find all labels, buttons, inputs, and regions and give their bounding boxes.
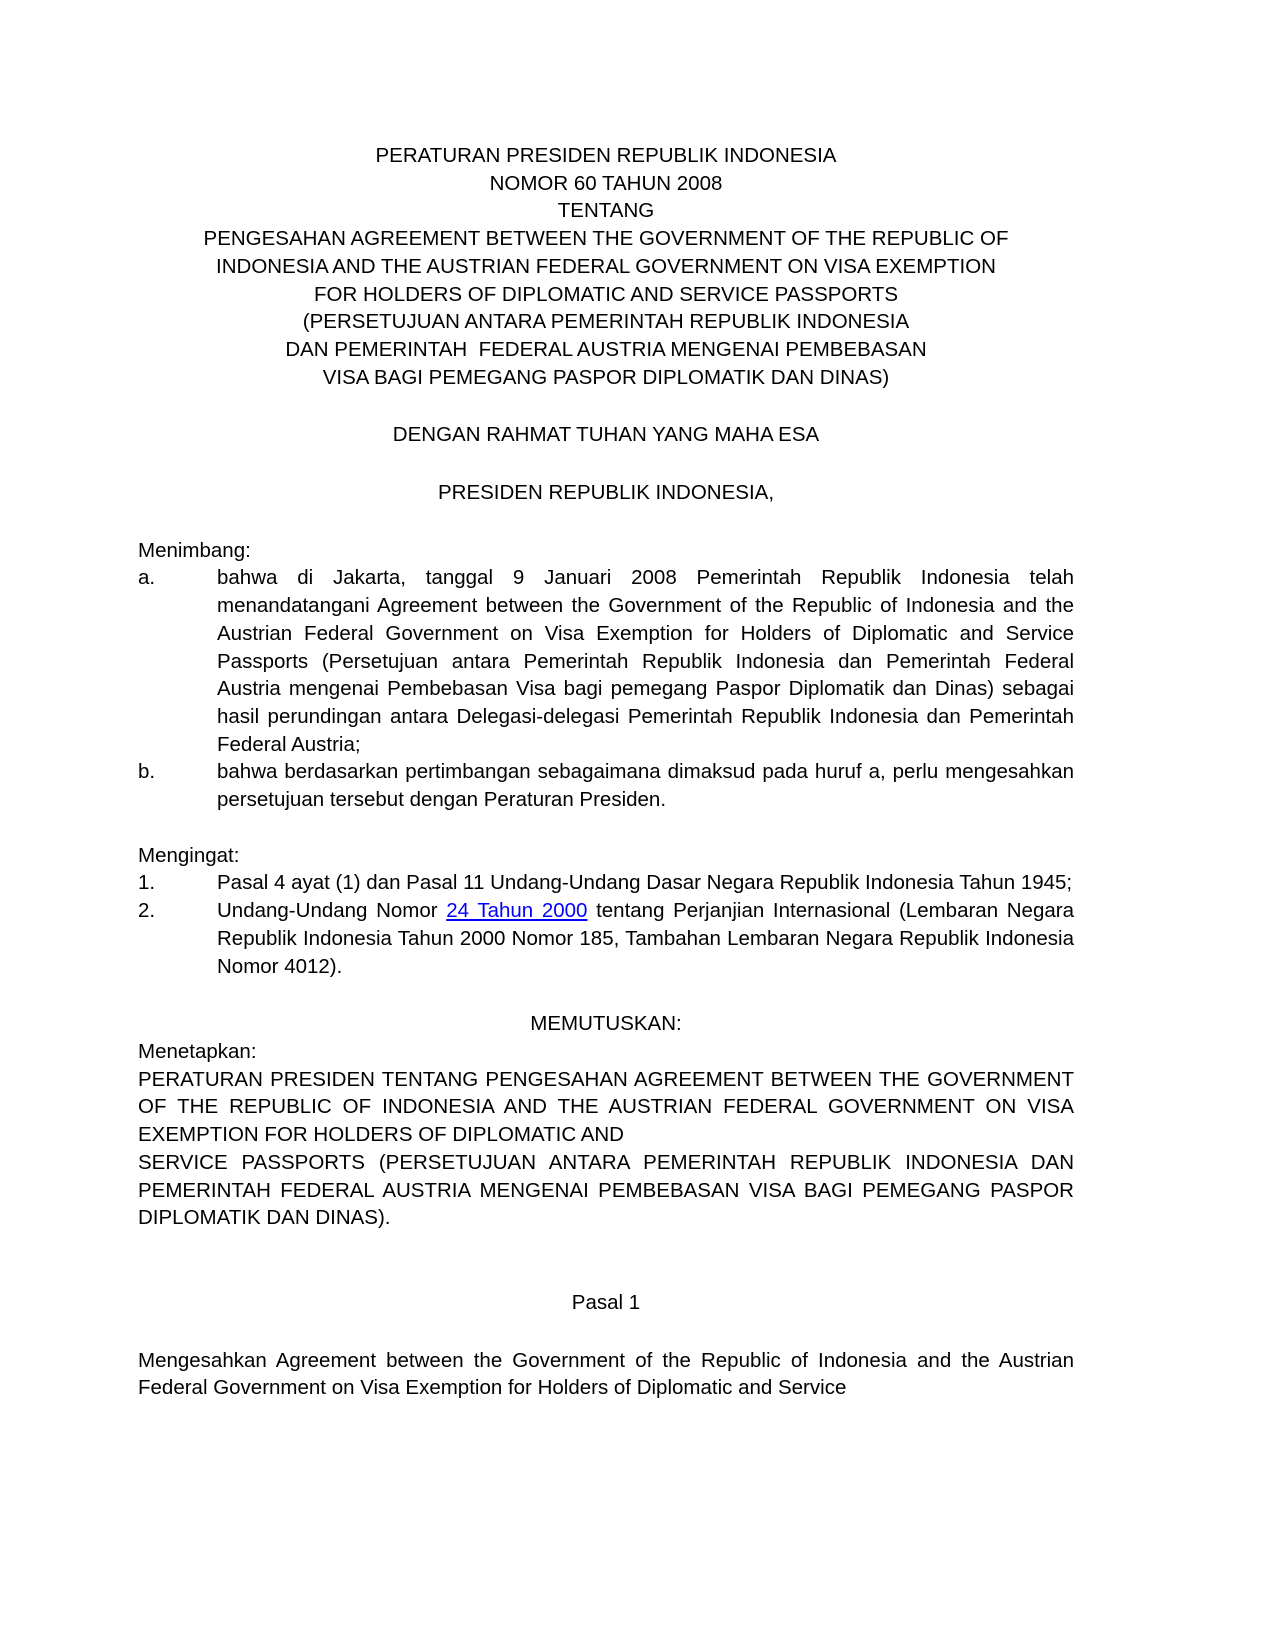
- title-line-2: NOMOR 60 TAHUN 2008: [489, 171, 723, 195]
- mengingat-item-1: [138, 869, 1074, 897]
- spacer: [138, 1232, 1074, 1262]
- title-line-7: (PERSETUJUAN ANTARA PEMERINTAH REPUBLIK INDONESIA: [302, 310, 910, 334]
- list-text: Pasal 4 ayat (1) dan Pasal 11 Undang-Undang Dasar Negara Republik Indonesia Tahun 1945;: [217, 871, 1073, 895]
- menimbang-heading: Menimbang:: [138, 538, 251, 562]
- menetapkan-label: Menetapkan:: [138, 1039, 257, 1063]
- text-after-link: tentang Perjanjian Internasional (Lembaran Negara Republik Indonesia Tahun 2000 Nomor 185, Tambahan Lembaran Negara Republik Indonesia Nomor 4012).: [217, 899, 1074, 978]
- title-line-1: PERATURAN PRESIDEN REPUBLIK INDONESIA: [375, 144, 837, 167]
- list-text: [217, 897, 1074, 980]
- spacer: [138, 449, 1074, 479]
- invocation-line: DENGAN RAHMAT TUHAN YANG MAHA ESA: [392, 423, 820, 447]
- spacer: [138, 814, 1074, 842]
- decision-paragraph-line-2: SERVICE PASSPORTS (PERSETUJUAN ANTARA PEMERINTAH REPUBLIK INDONESIA DAN PEMERINTAH FEDERAL AUSTRIA MENGENAI PEMBEBASAN VISA BAGI PEMEGANG PASPOR DIPLOMATIK DAN DINAS).: [138, 1150, 1074, 1230]
- title-line-4: PENGESAHAN AGREEMENT BETWEEN THE GOVERNMENT OF THE REPUBLIC OF: [203, 227, 1009, 251]
- spacer: [138, 391, 1074, 421]
- text-before-link: Undang-Undang Nomor: [217, 899, 447, 923]
- authority-line: PRESIDEN REPUBLIK INDONESIA,: [437, 481, 775, 505]
- spacer: [138, 1262, 1074, 1289]
- menimbang-item-b: [138, 758, 1074, 813]
- memutuskan-heading: MEMUTUSKAN:: [530, 1012, 682, 1036]
- title-line-8: DAN PEMERINTAH FEDERAL AUSTRIA MENGENAI PEMBEBASAN: [285, 337, 927, 361]
- mengingat-heading: Mengingat:: [138, 843, 240, 867]
- menimbang-item-a: [138, 564, 1074, 758]
- title-line-3: TENTANG: [557, 199, 655, 223]
- article-heading-pasal-1: Pasal 1: [571, 1290, 641, 1314]
- document-title-block: [138, 142, 1074, 391]
- list-text: bahwa di Jakarta, tanggal 9 Januari 2008 Pemerintah Republik Indonesia telah menandatangani Agreement between the Government of the Republic of Indonesia and the Austrian Federal Government on Visa Exemption for Holders of Diplomatic and Service Passports (Persetujuan antara Pemerintah Republik Indonesia dan Pemerintah Federal Austria mengenai Pembebasan Visa bagi pemegang Paspor Diplomatik dan Dinas) sebagai hasil perundingan antara Delegasi-delegasi Pemerintah Republik Indonesia dan Pemerintah Federal Austria;: [217, 566, 1074, 756]
- document-body: [138, 142, 1074, 1402]
- spacer: [138, 980, 1074, 1010]
- list-marker: b.: [138, 760, 156, 784]
- spacer: [138, 1317, 1074, 1347]
- list-marker: 1.: [138, 871, 156, 895]
- title-line-9: VISA BAGI PEMEGANG PASPOR DIPLOMATIK DAN DINAS): [322, 365, 890, 389]
- undang-undang-24-tahun-2000-link[interactable]: 24 Tahun 2000: [446, 899, 588, 923]
- list-marker: a.: [138, 566, 156, 590]
- title-line-6: FOR HOLDERS OF DIPLOMATIC AND SERVICE PASSPORTS: [314, 282, 898, 306]
- decision-paragraph-line-1: PERATURAN PRESIDEN TENTANG PENGESAHAN AGREEMENT BETWEEN THE GOVERNMENT OF THE REPUBLIC OF INDONESIA AND THE AUSTRIAN FEDERAL GOVERNMENT ON VISA EXEMPTION FOR HOLDERS OF DIPLOMATIC AND: [138, 1067, 1074, 1147]
- spacer: [138, 507, 1074, 537]
- article-body-text: Mengesahkan Agreement between the Government of the Republic of Indonesia and the Austrian Federal Government on Visa Exemption for Holders of Diplomatic and Service: [138, 1348, 1074, 1400]
- list-text: bahwa berdasarkan pertimbangan sebagaimana dimaksud pada huruf a, perlu mengesahkan persetujuan tersebut dengan Peraturan Presiden.: [217, 760, 1074, 812]
- title-line-5: INDONESIA AND THE AUSTRIAN FEDERAL GOVERNMENT ON VISA EXEMPTION: [216, 254, 996, 278]
- list-marker: 2.: [138, 899, 156, 923]
- mengingat-item-2: [138, 897, 1074, 980]
